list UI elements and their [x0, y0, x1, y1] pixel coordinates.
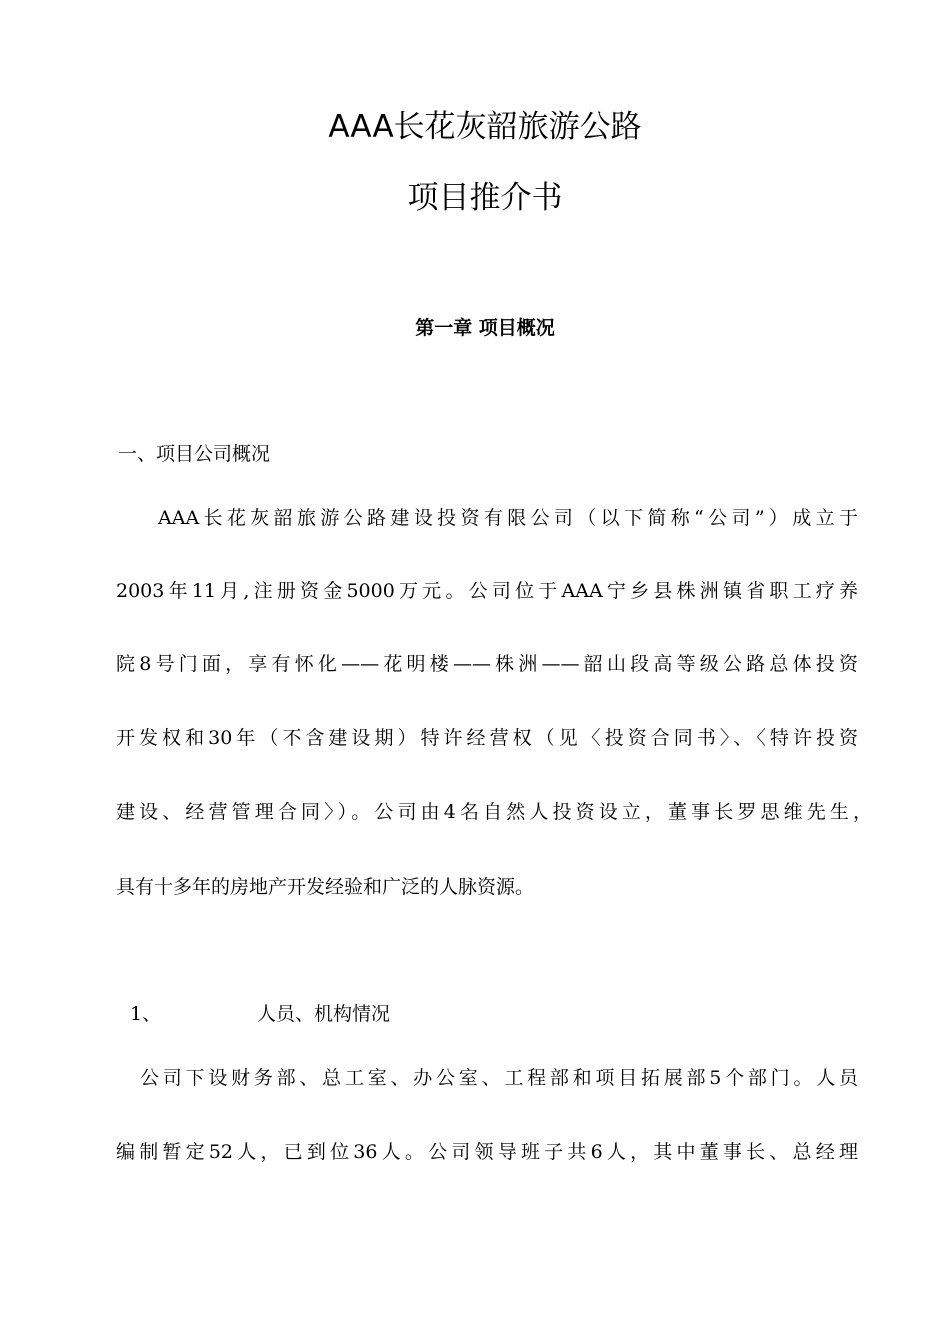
paragraph-line: 具有十多年的房地产开发经验和广泛的人脉资源。	[116, 876, 535, 898]
paragraph-line: AAA长花灰韶旅游公路建设投资有限公司（以下简称“公司”）成立于	[158, 507, 858, 529]
paragraph-line: 2003年11月,注册资金5000万元。公司位于AAA宁乡县株洲镇省职工疗养	[116, 580, 858, 602]
paragraph-line: 开发权和30年（不含建设期）特许经营权（见〈投资合同书〉、〈特许投资	[116, 727, 858, 749]
paragraph-line: 院8号门面，享有怀化——花明楼——株洲——韶山段高等级公路总体投资	[116, 653, 858, 675]
document-title-line-2: 项目推介书	[407, 180, 563, 216]
document-title-line-1: AAA长花灰韶旅游公路	[328, 109, 642, 145]
subsection-number: 1、	[130, 1003, 162, 1025]
paragraph-line: 编制暂定52人，已到位36人。公司领导班子共6人，其中董事长、总经理	[116, 1141, 858, 1163]
paragraph-line: 建设、经营管理合同〉）。公司由4名自然人投资设立，董事长罗思维先生，	[116, 801, 872, 823]
subsection-title: 人员、机构情况	[257, 1003, 391, 1025]
paragraph-line: 公司下设财务部、总工室、办公室、工程部和项目拓展部5个部门。人员	[140, 1067, 858, 1089]
section-heading: 一、项目公司概况	[118, 443, 271, 465]
chapter-heading: 第一章 项目概况	[415, 317, 555, 339]
